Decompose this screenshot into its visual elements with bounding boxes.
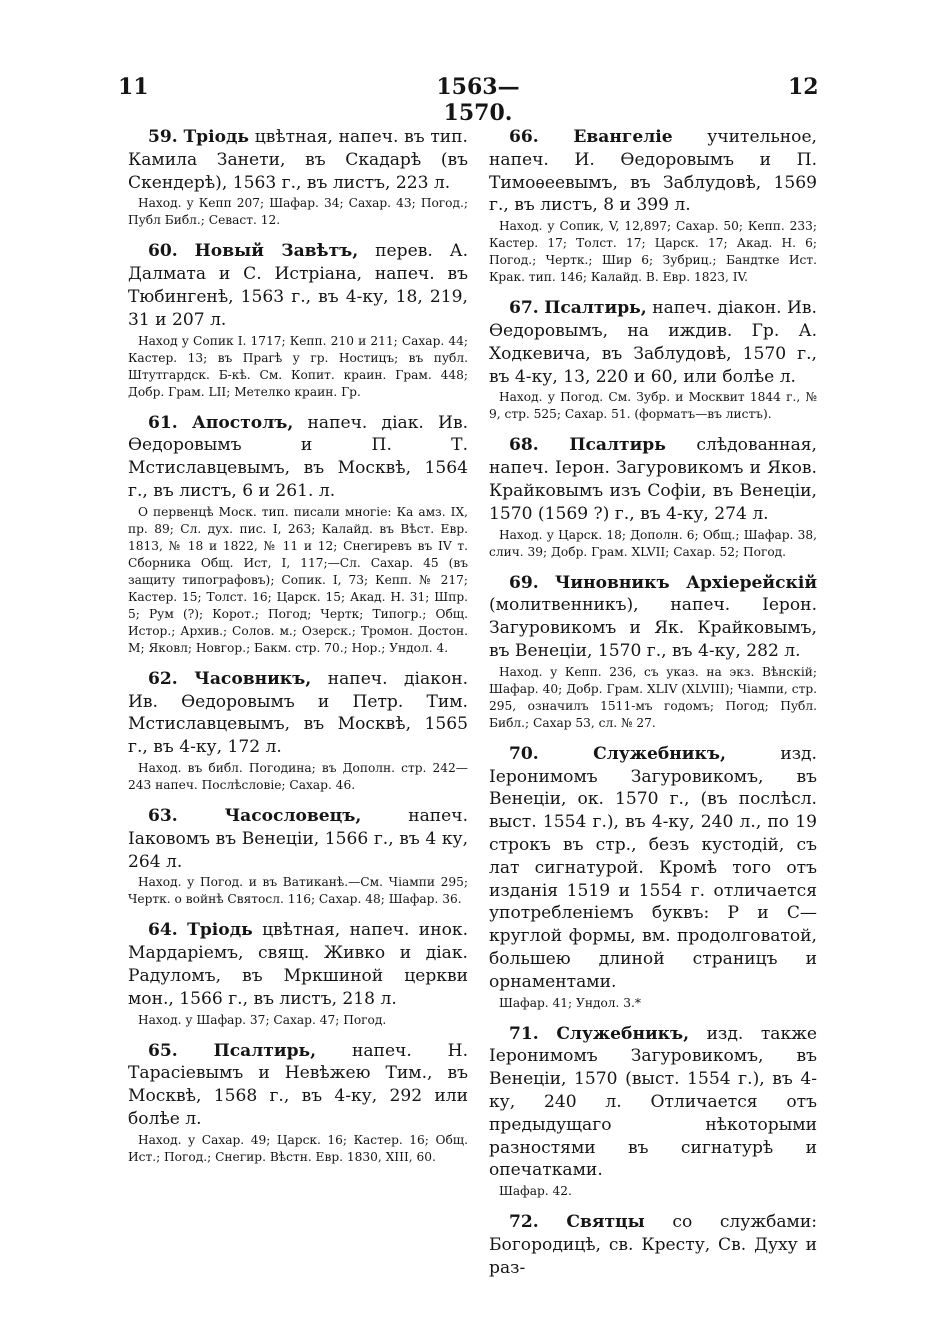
entry-description	[489, 297, 817, 388]
entry-title: Часовникъ,	[194, 668, 312, 689]
entry-number: 69.	[509, 572, 539, 593]
catalog-entry	[489, 1023, 817, 1201]
entry-title: Чиновникъ Архіерейскій	[554, 572, 818, 593]
catalog-entry	[128, 919, 468, 1028]
entry-text: напеч. Іаковомъ въ Венеціи, 1566 г., въ 4 ку, 264 л.	[128, 805, 469, 872]
entry-text: слѣдованная, напеч. Іерон. Загуровикомъ и Яков. Крайковымъ изъ Софіи, въ Венеціи, 1570 (1569 ?) г., въ 4-ку, 274 л.	[489, 435, 817, 524]
entry-references: Наход. у Погод. См. Зубр. и Москвит 1844 г., № 9, стр. 525; Сахар. 51. (форматъ—въ листъ).	[489, 390, 817, 422]
catalog-entry	[489, 743, 817, 1012]
entry-number: 63.	[148, 805, 178, 826]
catalog-entry	[128, 805, 468, 908]
catalog-entry	[489, 572, 817, 732]
entry-references: Наход. у Сопик, V, 12,897; Сахар. 50; Кепп. 233; Кастер. 17; Толст. 17; Царск. 17; Акад. Н. 6; Погод.; Чертк.; Шир 6; Зубриц.; Бандтке Ист. Крак. тип. 146; Калайд. В. Евр. 1823, IV.	[489, 219, 817, 285]
entry-number: 66.	[509, 127, 539, 147]
entry-title: Псалтирь,	[213, 1040, 317, 1061]
entry-description	[489, 743, 817, 994]
entry-references: О первенцѣ Моск. тип. писали многіе: Ка амз. IX, пр. 89; Сл. дух. пис. I, 263; Калайд. въ Вѣст. Евр. 1813, № 18 и 1822, № 11 и 12; Снегиревъ въ IV т. Сборника Общ. Ист, I, 117;—Сл. Сахар. 45 (въ защиту типографовъ); Сопик. I, 73; Кепп. № 217; Кастер. 15; Толст. 16; Царск. 15; Акад. Н. 31; Шпр. 5; Рум (?); Корот.; Погод; Чертк; Типогр.; Общ. Истор.; Архив.; Солов. м.; Озерск.; Тромон. Достон. М; Яковл; Новгор.; Бакм. стр. 70.; Нор.; Ундол. 4.	[128, 504, 468, 655]
entry-title: Часословецъ,	[224, 805, 362, 826]
entry-text: учительное, напеч. И. Өедоровымъ и П. Тимоѳеевымъ, въ Заблудовѣ, 1569 г., въ листъ, 8 и 399 л.	[489, 127, 817, 216]
entry-title: Служебникъ,	[593, 743, 726, 764]
catalog-entry	[128, 1040, 468, 1166]
entry-title: Новый Завѣтъ,	[194, 241, 359, 262]
entry-description	[128, 805, 468, 873]
entry-references: Наход. у Кепп. 236, съ указ. на экз. Вѣнскій; Шафар. 40; Добр. Грам. XLIV (XLVIII); Чіампи, стр. 295, означилъ 1511-мъ годомъ; Погод; Публ. Библ.; Сахар 53, сл. № 27.	[489, 664, 817, 730]
entry-description	[128, 240, 468, 331]
entry-text: изд. также Іеронимомъ Загуровикомъ, въ Венеціи, 1570 (выст. 1554 г.), въ 4-ку, 240 л. Отличается отъ предыдущаго нѣкоторыми разностями въ сигнатурѣ и опечатками.	[489, 1023, 818, 1181]
entry-title: Евангеліе	[573, 127, 673, 147]
entry-number: 64.	[148, 920, 178, 941]
entry-number: 72.	[509, 1212, 539, 1233]
entry-title: Служебникъ,	[556, 1023, 690, 1044]
entry-text: изд. Іеронимомъ Загуровикомъ, въ Венеціи, ок. 1570 г., (въ послѣсл. выст. 1554 г.), въ 4-ку, 240 л., по 19 строкъ въ стр., безъ кустодій, съ лат сигнатурой. Кромѣ того отъ изданія 1519 и 1554 г. отличается употребленіемъ буквъ: Р и С—круглой формы, вм. продолговатой, большею длиной страницъ и орнаментами.	[489, 743, 817, 992]
entry-text: напеч. Н. Тарасіевымъ и Невѣжею Тим., въ Москвѣ, 1568 г., въ 4-ку, 292 или болѣе л.	[128, 1040, 469, 1129]
entry-description	[128, 1040, 468, 1131]
entry-title: Святцы	[566, 1212, 645, 1233]
entry-description	[128, 412, 468, 503]
entry-description	[128, 668, 468, 759]
entry-text: напеч. діак. Ив. Өедоровымъ и П. Т. Мстиславцевымъ, въ Москвѣ, 1564 г., въ листъ, 6 и 261. л.	[128, 412, 468, 501]
entry-number: 61.	[148, 412, 178, 433]
entry-description	[489, 434, 817, 525]
entry-references: Шафар. 41; Ундол. 3.*	[499, 995, 642, 1010]
catalog-entry	[128, 668, 468, 794]
entry-references: Наход. у Царск. 18; Дополн. 6; Общ.; Шафар. 38, слич. 39; Добр. Грам. XLVII; Сахар. 52; Погод.	[489, 527, 817, 559]
entry-text: напеч. діакон. Ив. Өедоровымъ и Петр. Тим. Мстиславцевымъ, въ Москвѣ, 1565 г., въ 4-ку, 172 л.	[128, 668, 469, 758]
entry-description	[489, 572, 817, 663]
entry-number: 60.	[148, 241, 178, 262]
entry-description	[489, 126, 817, 217]
entry-text: (молитвенникъ), напеч. Іерон. Загуровикомъ и Як. Крайковымъ, въ Венеціи, 1570 г., въ 4-ку, 282 л.	[489, 595, 817, 661]
catalog-entry	[489, 1211, 817, 1279]
entry-description	[489, 1211, 817, 1279]
right-page-number: 12	[788, 74, 819, 100]
catalog-entry	[489, 126, 817, 286]
entry-number: 71.	[509, 1023, 539, 1044]
entry-text: цвѣтная, напеч. въ тип. Камила Занети, въ Скадарѣ (въ Скендерѣ), 1563 г., въ листъ, 223 л.	[128, 127, 468, 193]
entry-text: напеч. діакон. Ив. Өедоровымъ, на иждив. Гр. А. Ходкевича, въ Заблудовѣ, 1570 г., въ 4-ку, 13, 220 и 60, или болѣе л.	[489, 298, 817, 387]
entry-title: Псалтирь	[569, 435, 666, 456]
entry-references: Наход у Сопик I. 1717; Кепп. 210 и 211; Сахар. 44; Кастер. 13; въ Прагѣ у гр. Ностицъ; въ публ. Штутгардск. Б-кѣ. См. Копит. краин. Грам. 448; Добр. Грам. LII; Метелко краин. Гр.	[128, 333, 468, 399]
entry-references: Шафар. 42.	[499, 1184, 572, 1199]
entry-references: Наход. у Сахар. 49; Царск. 16; Кастер. 16; Общ. Ист.; Погод.; Снегир. Вѣстн. Евр. 1830, XIII, 60.	[128, 1132, 468, 1164]
catalog-entry	[128, 240, 468, 400]
right-column	[489, 126, 817, 1290]
entry-number: 68.	[509, 435, 539, 456]
year-range-header: 1563—1570.	[436, 74, 520, 126]
entry-references: Наход. у Кепп 207; Шафар. 34; Сахар. 43; Погод.; Публ Библ.; Севаст. 12.	[128, 196, 468, 228]
catalog-entry	[128, 412, 468, 657]
entry-number: 62.	[148, 668, 178, 689]
entry-description	[489, 1023, 817, 1183]
entry-title: Псалтирь,	[544, 298, 647, 319]
entry-number: 59.	[148, 127, 178, 147]
entry-references: Наход. у Погод. и въ Ватиканѣ.—См. Чіампи 295; Чертк. о войнѣ Святосл. 116; Сахар. 48; Шафар. 36.	[128, 875, 468, 907]
entry-references: Наход. въ библ. Погодина; въ Дополн. стр. 242—243 напеч. Послѣсловіе; Сахар. 46.	[128, 760, 468, 792]
entry-number: 70.	[509, 743, 539, 764]
entry-title: Апостолъ,	[191, 412, 294, 433]
left-page-number: 11	[118, 74, 149, 100]
entry-text: цвѣтная, напеч. инок. Мардаріемъ, свящ. Живко и діак. Радуломъ, въ Мркшиной церкви мон., 1566 г., въ листъ, 218 л.	[128, 920, 469, 1009]
left-column	[128, 126, 468, 1177]
entry-title: Тріодь	[183, 127, 250, 147]
entry-references: Наход. у Шафар. 37; Сахар. 47; Погод.	[138, 1012, 387, 1027]
entry-title: Тріодь	[187, 920, 253, 941]
catalog-entry	[489, 434, 817, 560]
catalog-entry	[128, 126, 468, 229]
entry-number: 65.	[148, 1040, 178, 1061]
entry-text: перев. А. Далмата и С. Истріана, напеч. въ Тюбингенѣ, 1563 г., въ 4-ку, 18, 219, 31 и 207 л.	[128, 241, 469, 330]
entry-text: со службами: Богородицѣ, св. Кресту, Св. Духу и раз-	[489, 1212, 818, 1278]
catalog-entry	[489, 297, 817, 423]
entry-description	[128, 919, 468, 1010]
entry-number: 67.	[509, 298, 539, 319]
entry-description	[128, 126, 468, 194]
